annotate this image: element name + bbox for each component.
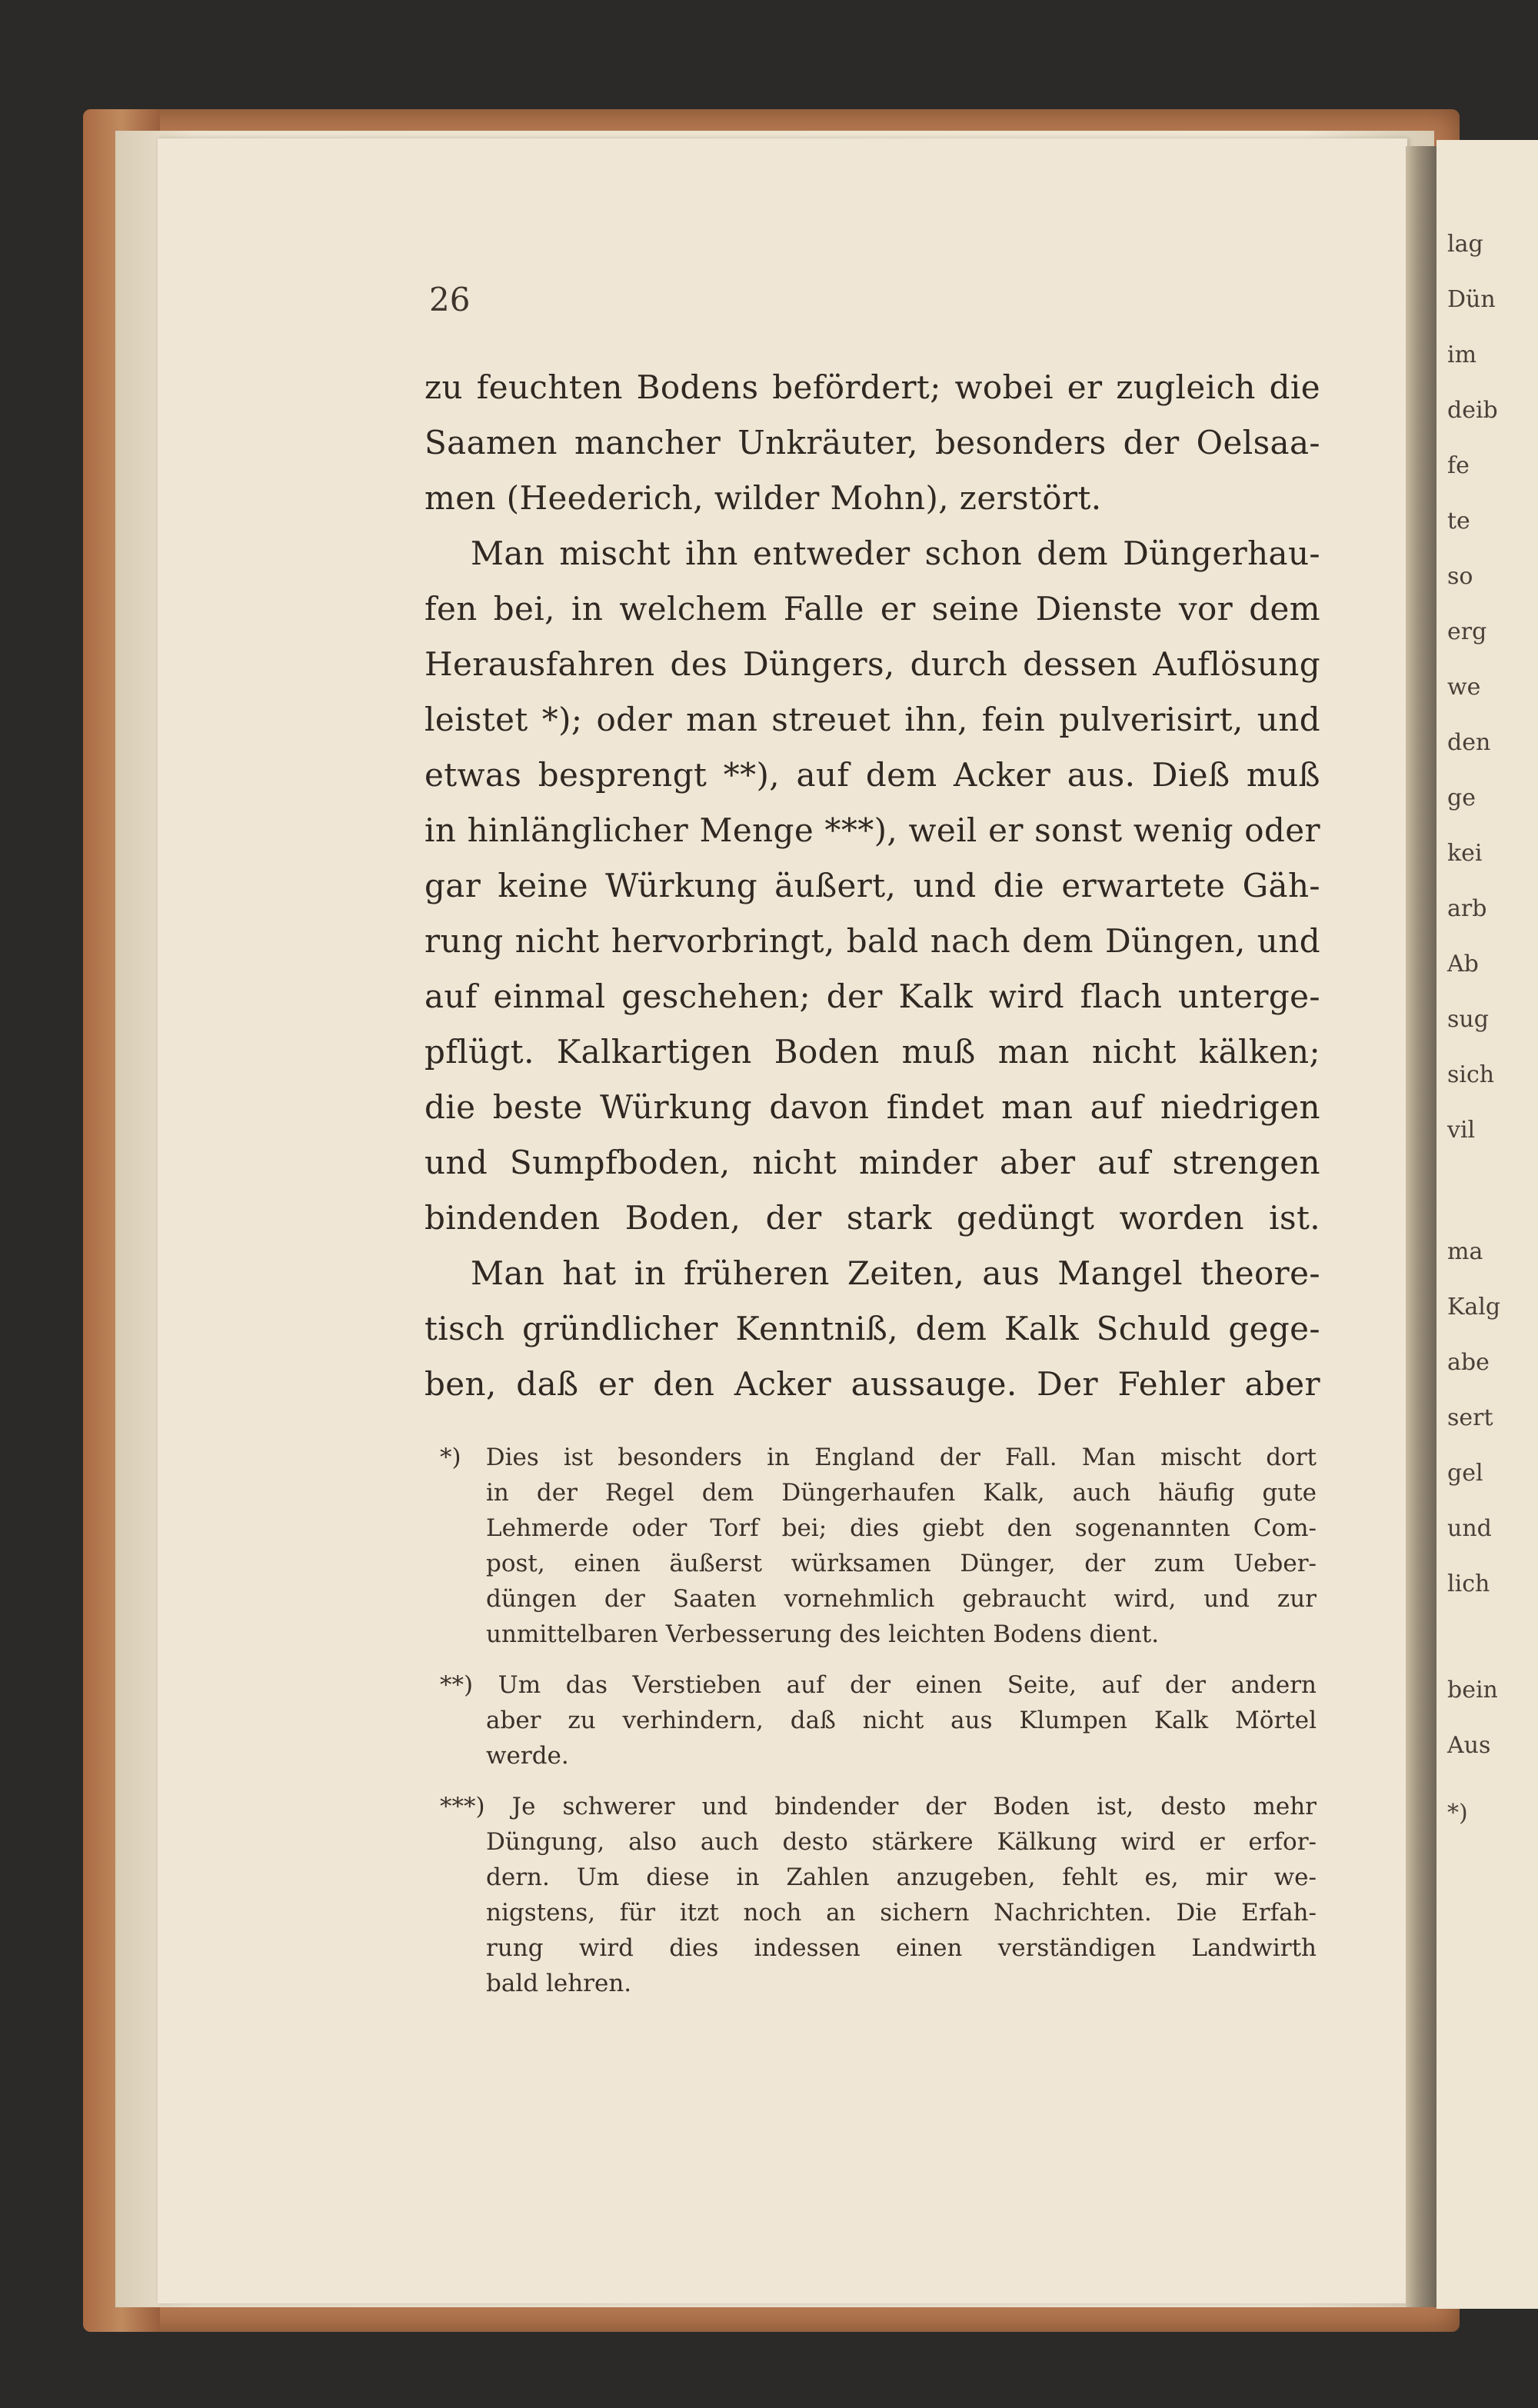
next-page-fragment: fe — [1447, 452, 1470, 479]
body-line: leistet *); oder man streuet ihn, fein pulverisirt, und — [424, 701, 1320, 738]
footnote-line: Düngung, also auch desto stärkere Kälkung wird er erfor- — [486, 1828, 1317, 1856]
body-line: die beste Würkung davon findet man auf niedrigen — [424, 1088, 1320, 1126]
footnote-gap — [440, 1652, 1317, 1667]
body-line: Man hat in früheren Zeiten, aus Mangel theore- — [471, 1254, 1320, 1292]
body-line: Saamen mancher Unkräuter, besonders der Oelsaa- — [424, 424, 1320, 461]
next-page-edge — [1436, 140, 1538, 2309]
next-page-fragment: sert — [1447, 1404, 1493, 1431]
footnote-line: rung wird dies indessen einen verständigen Landwirth — [486, 1934, 1317, 1962]
body-text — [424, 360, 1320, 1412]
footnote-line: ***) Je schwerer und bindender der Boden ist, desto mehr — [440, 1793, 1317, 1820]
next-page-fragment: bein — [1447, 1677, 1498, 1704]
book-gutter — [1406, 146, 1436, 2307]
next-page-fragment: gel — [1447, 1460, 1483, 1487]
body-line: pflügt. Kalkartigen Boden muß man nicht kälken; — [424, 1033, 1320, 1071]
footnote-gap — [440, 1774, 1317, 1789]
next-page-fragment: Kalg — [1447, 1294, 1501, 1321]
next-page-fragment: Aus — [1447, 1732, 1491, 1759]
body-line: ben, daß er den Acker aussauge. Der Fehler aber — [424, 1365, 1320, 1403]
body-line: rung nicht hervorbringt, bald nach dem Düngen, und — [424, 922, 1320, 960]
next-page-fragment: deib — [1447, 397, 1498, 424]
next-page-fragment: den — [1447, 729, 1491, 756]
next-page-fragment: erg — [1447, 618, 1487, 645]
body-line: zu feuchten Bodens befördert; wobei er zugleich die — [424, 368, 1320, 406]
page-number: 26 — [429, 281, 471, 318]
body-line: in hinlänglicher Menge ***), weil er sonst wenig oder — [424, 811, 1320, 849]
next-page-fragment: arb — [1447, 895, 1487, 922]
next-page-fragment: sich — [1447, 1061, 1495, 1088]
footnote-line: **) Um das Verstieben auf der einen Seite, auf der andern — [440, 1671, 1317, 1699]
next-page-fragment: sug — [1447, 1006, 1489, 1033]
body-line: auf einmal geschehen; der Kalk wird flach unterge- — [424, 978, 1320, 1015]
next-page-fragment: so — [1447, 563, 1473, 590]
body-line: tisch gründlicher Kenntniß, dem Kalk Schuld gege- — [424, 1310, 1320, 1347]
footnote-line: Lehmerde oder Torf bei; dies giebt den sogenannten Com- — [486, 1514, 1317, 1542]
footnotes — [440, 1440, 1317, 2001]
footnote-line: unmittelbaren Verbesserung des leichten Bodens dient. — [486, 1620, 1160, 1648]
body-line: und Sumpfboden, nicht minder aber auf strengen — [424, 1144, 1320, 1181]
body-line: Herausfahren des Düngers, durch dessen Auflösung — [424, 645, 1320, 683]
next-page-fragment: *) — [1447, 1800, 1468, 1827]
next-page-fragment: lag — [1447, 231, 1483, 258]
footnote-line: *) Dies ist besonders in England der Fall. Man mischt dort — [440, 1444, 1317, 1471]
footnote-line: in der Regel dem Düngerhaufen Kalk, auch häufig gute — [486, 1479, 1317, 1507]
next-page-fragment: kei — [1447, 840, 1483, 867]
footnote-line: dern. Um diese in Zahlen anzugeben, fehlt es, mir we- — [486, 1863, 1317, 1891]
footnote-line: werde. — [486, 1742, 569, 1770]
next-page-fragment: ge — [1447, 784, 1476, 811]
next-page-fragment: im — [1447, 341, 1477, 368]
next-page-fragment: lich — [1447, 1570, 1490, 1597]
footnote-line: düngen der Saaten vornehmlich gebraucht wird, und zur — [486, 1585, 1317, 1613]
footnote-line: bald lehren. — [486, 1970, 632, 1997]
body-line: Man mischt ihn entweder schon dem Düngerhau- — [471, 535, 1320, 572]
body-line: men (Heederich, wilder Mohn), zerstört. — [424, 479, 1102, 517]
next-page-fragment: Dün — [1447, 286, 1496, 313]
footnote-line: aber zu verhindern, daß nicht aus Klumpen Kalk Mörtel — [486, 1707, 1317, 1734]
next-page-fragment: vil — [1447, 1117, 1476, 1144]
body-line: etwas besprengt **), auf dem Acker aus. Dieß muß — [424, 756, 1320, 794]
footnote-line: post, einen äußerst würksamen Dünger, der zum Ueber- — [486, 1550, 1317, 1577]
next-page-fragment: te — [1447, 508, 1470, 535]
next-page-fragment: Ab — [1447, 951, 1479, 978]
footnote-line: nigstens, für itzt noch an sichern Nachrichten. Die Erfah- — [486, 1899, 1317, 1927]
next-page-fragment: und — [1447, 1515, 1492, 1542]
next-page-fragment: abe — [1447, 1349, 1490, 1376]
next-page-fragment: ma — [1447, 1238, 1483, 1265]
next-page-fragment: we — [1447, 674, 1481, 701]
body-line: gar keine Würkung äußert, und die erwartete Gäh- — [424, 867, 1320, 904]
body-line: fen bei, in welchem Falle er seine Dienste vor dem — [424, 590, 1320, 628]
body-line: bindenden Boden, der stark gedüngt worden ist. — [424, 1199, 1320, 1237]
